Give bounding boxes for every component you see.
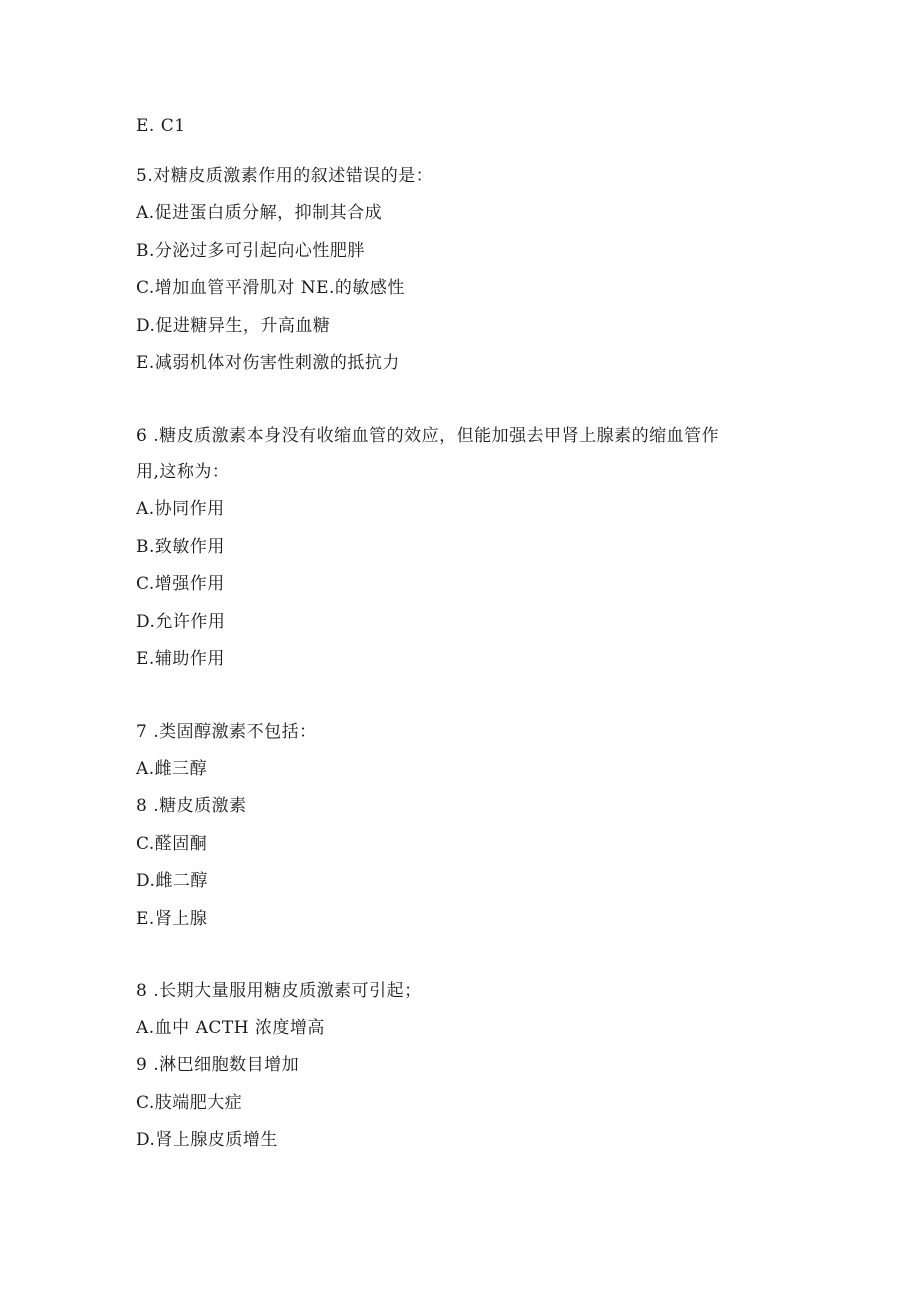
question-5-stem: 5.对糖皮质激素作用的叙述错误的是： [136,166,434,186]
question-8-stem: 8 .长期大量服用糖皮质激素可引起； [136,981,422,1001]
option-b-q7: 8 .糖皮质激素 [136,796,247,816]
option-e-q6: E.辅助作用 [136,649,225,669]
option-e-q7: E.肾上腺 [136,909,208,929]
option-c-q5: C.增加血管平滑肌对 NE.的敏感性 [136,278,405,298]
option-d-q5: D.促进糖异生，升高血糖 [136,316,331,336]
question-6-stem-line2: 用,这称为： [136,462,230,482]
option-a-q7: A.雌三醇 [136,759,208,779]
question-7-stem: 7 .类固醇激素不包括： [136,722,317,742]
option-b-q8: 9 .淋巴细胞数目增加 [136,1055,300,1075]
option-b-q6: B.致敏作用 [136,537,225,557]
option-e-q5: E.减弱机体对伤害性刺激的抵抗力 [136,353,400,373]
option-d-q8: D.肾上腺皮质增生 [136,1130,278,1150]
option-a-q8: A.血中 ACTH 浓度增高 [136,1018,325,1038]
option-b-q5: B.分泌过多可引起向心性肥胖 [136,241,365,261]
option-e-q4: E. C1 [136,116,186,136]
option-a-q6: A.协同作用 [136,499,225,519]
option-c-q8: C.肢端肥大症 [136,1093,243,1113]
question-6-stem-line1: 6 .糖皮质激素本身没有收缩血管的效应，但能加强去甲肾上腺素的缩血管作 [136,426,720,446]
option-c-q6: C.增强作用 [136,574,225,594]
option-d-q7: D.雌二醇 [136,871,208,891]
option-d-q6: D.允许作用 [136,612,226,632]
option-a-q5: A.促进蛋白质分解，抑制其合成 [136,203,383,223]
option-c-q7: C.醛固酮 [136,834,208,854]
